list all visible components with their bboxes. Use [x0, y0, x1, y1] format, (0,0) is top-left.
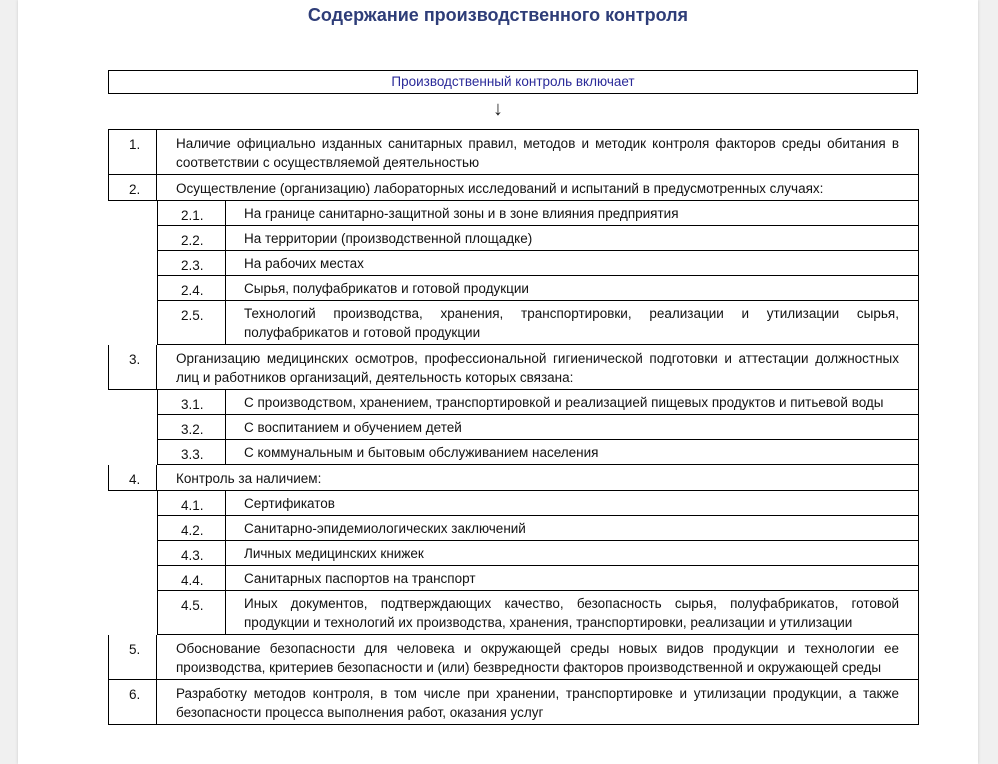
item-number: 4.	[108, 465, 157, 490]
sub-item-number: 4.1.	[157, 491, 226, 515]
sub-row	[157, 516, 919, 541]
item-number: 6.	[108, 680, 157, 724]
sub-item-text: На территории (производственной площадке)	[226, 226, 919, 250]
sub-item-number: 4.3.	[157, 541, 226, 565]
item-text: Организацию медицинских осмотров, профессиональной гигиенической подготовки и аттестации должностных лиц и работников организаций, деятельность которых связана:	[157, 345, 919, 389]
down-arrow-icon: ↓	[493, 98, 503, 120]
sub-row	[157, 491, 919, 516]
sub-item-text: С производством, хранением, транспортировкой и реализацией пищевых продуктов и питьевой воды	[226, 390, 919, 414]
sub-item-number: 2.5.	[157, 301, 226, 344]
sub-item-text: С воспитанием и обучением детей	[226, 415, 919, 439]
sub-item-number: 3.3.	[157, 440, 226, 464]
sub-item-number: 2.2.	[157, 226, 226, 250]
item-number: 5.	[108, 635, 157, 679]
document-page	[18, 0, 978, 764]
table-row	[108, 130, 919, 175]
sub-row	[157, 591, 919, 635]
sub-item-number: 3.2.	[157, 415, 226, 439]
sub-item-text: Санитарно-эпидемиологических заключений	[226, 516, 919, 540]
sub-item-text: Иных документов, подтверждающих качество, безопасность сырья, полуфабрикатов, готовой продукции и технологий их производства, хранения, транспортировки, реализации и утилизации	[226, 591, 919, 634]
sub-item-text: Сырья, полуфабрикатов и готовой продукции	[226, 276, 919, 300]
sub-row	[157, 390, 919, 415]
sub-row	[157, 276, 919, 301]
item-number: 3.	[108, 345, 157, 389]
sub-item-number: 4.2.	[157, 516, 226, 540]
sub-item-text: С коммунальным и бытовым обслуживанием населения	[226, 440, 919, 464]
sub-row	[157, 226, 919, 251]
sub-item-number: 2.1.	[157, 201, 226, 225]
item-number: 1.	[108, 130, 157, 174]
header-box: Производственный контроль включает	[108, 70, 918, 94]
sub-item-text: Технологий производства, хранения, транспортировки, реализации и утилизации сырья, полуфабрикатов и готовой продукции	[226, 301, 919, 344]
sub-item-number: 4.4.	[157, 566, 226, 590]
sub-item-number: 2.4.	[157, 276, 226, 300]
item-number: 2.	[108, 175, 157, 200]
table-row	[108, 175, 919, 201]
table-row	[108, 635, 919, 680]
item-text: Обоснование безопасности для человека и окружающей среды новых видов продукции и технологии ее производства, критериев безопасности и (или) безвредности факторов производственной и окружающей среды	[157, 635, 919, 679]
sub-item-text: Санитарных паспортов на транспорт	[226, 566, 919, 590]
sub-item-text: Сертификатов	[226, 491, 919, 515]
item-text: Осуществление (организацию) лабораторных исследований и испытаний в предусмотренных случаях:	[157, 175, 919, 200]
item-text: Наличие официально изданных санитарных правил, методов и методик контроля факторов среды обитания в соответствии с осуществляемой деятельностью	[157, 130, 919, 174]
item-text: Разработку методов контроля, в том числе при хранении, транспортировке и утилизации продукции, а также безопасности процесса выполнения работ, оказания услуг	[157, 680, 919, 724]
sub-row	[157, 251, 919, 276]
page-title: Содержание производственного контроля	[307, 5, 689, 25]
sub-item-number: 2.3.	[157, 251, 226, 275]
table-row	[108, 465, 919, 491]
sub-row	[157, 541, 919, 566]
sub-item-number: 4.5.	[157, 591, 226, 634]
sub-item-text: Личных медицинских книжек	[226, 541, 919, 565]
sub-item-text: На рабочих местах	[226, 251, 919, 275]
sub-row	[157, 301, 919, 345]
sub-item-number: 3.1.	[157, 390, 226, 414]
sub-row	[157, 566, 919, 591]
item-text: Контроль за наличием:	[157, 465, 919, 490]
sub-item-text: На границе санитарно-защитной зоны и в зоне влияния предприятия	[226, 201, 919, 225]
sub-row	[157, 201, 919, 226]
sub-row	[157, 415, 919, 440]
table-row	[108, 345, 919, 390]
sub-row	[157, 440, 919, 465]
table-row	[108, 680, 919, 725]
control-table	[108, 129, 919, 725]
